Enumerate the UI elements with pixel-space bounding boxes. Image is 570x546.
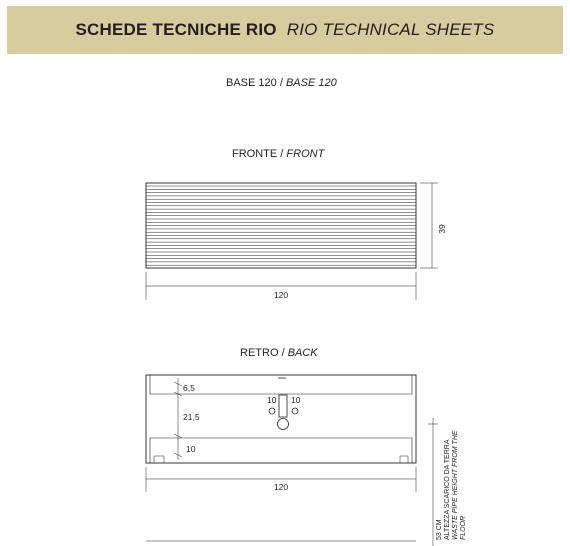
back-dim-bottom: 10 [186, 444, 196, 454]
water-inlet-left [269, 408, 275, 414]
waste-height-note [436, 430, 467, 540]
waste-trap [278, 419, 289, 430]
back-label-it: RETRO [240, 347, 279, 359]
front-sep: / [280, 148, 284, 160]
back-sep: / [281, 347, 285, 359]
header-title-en: RIO TECHNICAL SHEETS [286, 20, 495, 39]
waste-height-value: 53 CM [436, 519, 443, 540]
front-slat-lines [146, 186, 416, 265]
back-width-value: 120 [273, 482, 289, 492]
waste-note-en-2: FLOOR [460, 515, 467, 540]
waste-pipe [279, 395, 287, 417]
hole-right-value: 10 [291, 395, 301, 405]
hole-left-value: 10 [267, 395, 277, 405]
back-dim-mid: 21,5 [183, 412, 200, 422]
front-view [146, 183, 438, 300]
waste-note-en-1: WASTE PIPE HEIGHT FROM THE [452, 430, 459, 540]
front-width-value: 120 [273, 290, 289, 300]
model-sep: / [279, 77, 283, 89]
waste-note-it: ALTEZZA SCARICO DA TERRA [444, 439, 451, 540]
back-label-en: BACK [287, 347, 318, 359]
front-height-value: 39 [437, 224, 447, 234]
model-name: BASE 120 [226, 77, 277, 89]
water-inlet-right [292, 408, 298, 414]
header-title: SCHEDE TECNICHE RIO [75, 20, 277, 39]
back-dim-top: 6,5 [183, 383, 195, 393]
front-label-it: FRONTE [232, 148, 278, 160]
model-name-en: BASE 120 [285, 77, 337, 89]
front-label-en: FRONT [286, 148, 325, 160]
